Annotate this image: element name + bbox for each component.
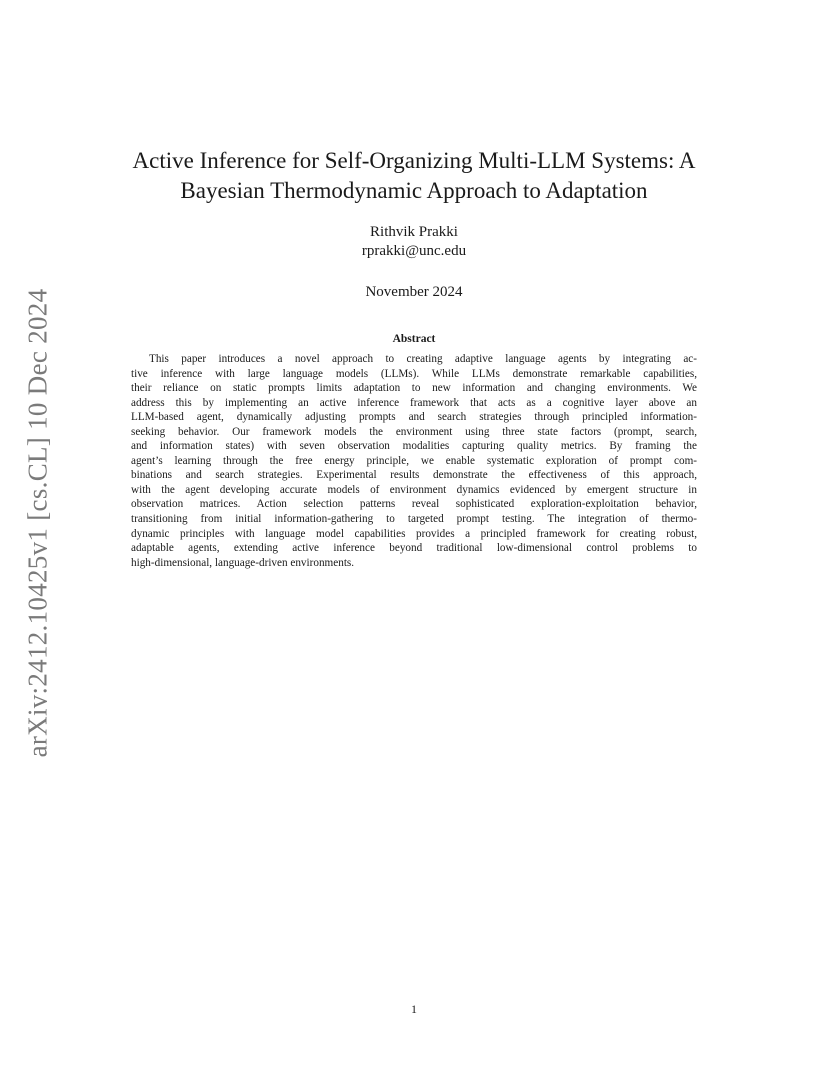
publication-date: November 2024 [365, 284, 463, 300]
paper-title [100, 146, 728, 206]
abstract-body [131, 352, 697, 570]
page-number: 1 [411, 1002, 417, 1016]
author-name: Rithvik Prakki [370, 224, 458, 240]
abstract-line: This paper introduces a novel approach to creating adaptive language agents by integrating ac- [149, 353, 697, 365]
abstract-line: agent’s learning through the free energy principle, we enable systematic exploration of prompt com- [131, 454, 697, 467]
title-line-1: Active Inference for Self-Organizing Multi-LLM Systems: A [132, 148, 696, 173]
abstract-line: tive inference with large language models (LLMs). While LLMs demonstrate remarkable capabilities, [131, 367, 697, 380]
abstract-line: seeking behavior. Our framework models the environment using three state factors (prompt, search, [131, 425, 697, 438]
author-email: rprakki@unc.edu [361, 243, 467, 259]
abstract-line: their reliance on static prompts limits adaptation to new information and changing environments. We [131, 382, 697, 395]
abstract-line: address this by implementing an active inference framework that acts as a cognitive layer above an [131, 396, 697, 409]
arxiv-identifier: arXiv:2412.10425v1 [cs.CL] 10 Dec 2024 [22, 288, 53, 758]
abstract-line: transitioning from initial information-gathering to targeted prompt testing. The integration of thermo- [131, 513, 697, 526]
abstract-line: observation matrices. Action selection patterns reveal sophisticated exploration-exploitation behavior, [131, 498, 697, 511]
abstract-line: high-dimensional, language-driven environments. [131, 556, 355, 569]
abstract-line: LLM-based agent, dynamically adjusting prompts and search strategies through principled information- [131, 411, 697, 424]
abstract-line: dynamic principles with language model capabilities provides a principled framework for creating robust, [131, 527, 697, 540]
title-line-2: Bayesian Thermodynamic Approach to Adaptation [180, 178, 648, 203]
abstract-line: with the agent developing accurate models of environment dynamics evidenced by emergent structure in [131, 483, 697, 496]
abstract-heading: Abstract [392, 333, 436, 345]
abstract-line: binations and search strategies. Experimental results demonstrate the effectiveness of this approach, [131, 469, 697, 482]
abstract-line: and information states) with seven observation modalities capturing quality metrics. By framing the [131, 440, 697, 453]
abstract-line: adaptable agents, extending active inference beyond traditional low-dimensional control problems to [131, 542, 697, 555]
